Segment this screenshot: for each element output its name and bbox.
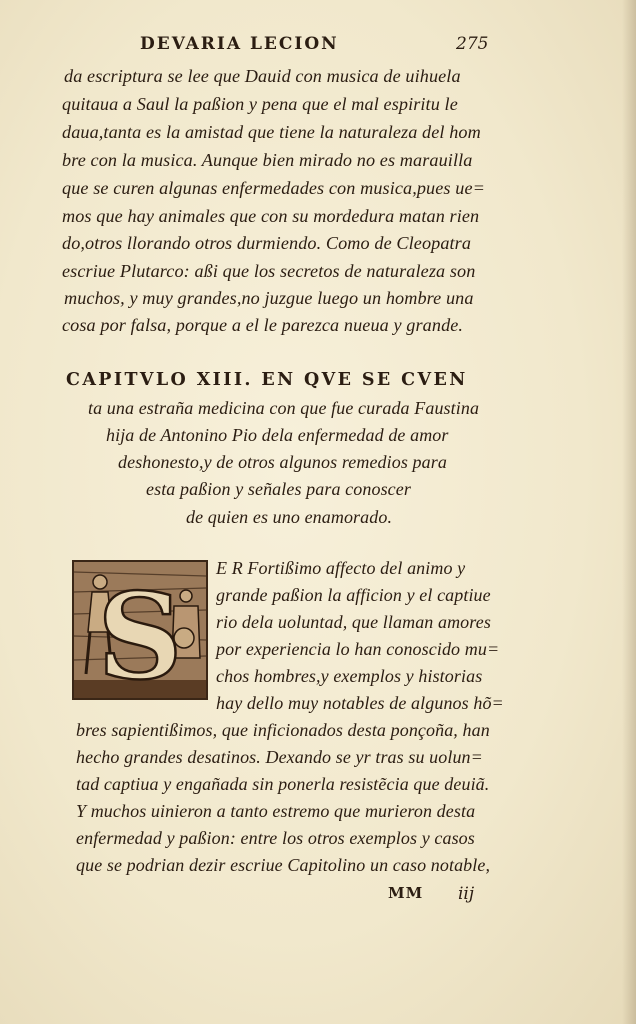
text-line: muchos, y muy grandes,no juzgue luego un hombre una [64, 288, 474, 308]
text-line: hecho grandes desatinos. Dexando se yr tras su uolun= [76, 747, 483, 767]
text-line: daua,tanta es la amistad que tiene la naturaleza del hom [62, 122, 481, 142]
page-number: 275 [456, 34, 489, 54]
text-line: hay dello muy notables de algunos hõ= [216, 693, 504, 713]
chapter-caption: CAPITVLO XIII. EN QVE SE CVEN [66, 370, 468, 390]
chapter-heading-line: de quien es uno enamorado. [186, 507, 393, 527]
text-line: rio dela uoluntad, que llaman amores [216, 612, 491, 632]
text-line: da escriptura se lee que Dauid con musica de uihuela [64, 66, 461, 86]
text-line: que se curen algunas enfermedades con musica,pues ue= [62, 178, 485, 198]
text-line: cosa por falsa, porque a el le parezca nueua y grande. [62, 315, 464, 335]
running-title: DEVARIA LECION [140, 34, 339, 54]
initial-letter: S [97, 567, 183, 698]
text-line: do,otros llorando otros durmiendo. Como de Cleopatra [62, 233, 472, 253]
text-line: Y muchos uinieron a tanto estremo que murieron desta [76, 801, 476, 821]
page-header [140, 34, 500, 60]
woodcut-illustration [74, 562, 206, 698]
text-line: mos que hay animales que con su mordedura matan rien [62, 206, 480, 226]
chapter-heading-line: hija de Antonino Pio dela enfermedad de amor [106, 425, 449, 445]
text-line: escriue Plutarco: aßi que los secretos de naturaleza son [62, 261, 476, 281]
text-line: grande paßion la afficion y el captiue [216, 585, 491, 605]
text-line: bre con la musica. Aunque bien mirado no es marauilla [62, 150, 473, 170]
text-line: bres sapientißimos, que inficionados desta ponçoña, han [76, 720, 490, 740]
text-line: que se podrian dezir escriue Capitolino un caso notable, [76, 855, 491, 875]
text-line: quitaua a Saul la paßion y pena que el mal espiritu le [62, 94, 458, 114]
decorated-initial [72, 560, 208, 700]
signature-mark: MM [388, 884, 424, 902]
sheet-number: iij [458, 884, 475, 904]
text-line: chos hombres,y exemplos y historias [216, 666, 483, 686]
page-edge-shadow [622, 0, 636, 1024]
text-line: E R Fortißimo affecto del animo y [216, 558, 466, 578]
chapter-heading-line: deshonesto,y de otros algunos remedios para [118, 452, 447, 472]
chapter-heading-line: esta paßion y señales para conoscer [146, 479, 411, 499]
text-line: tad captiua y engañada sin ponerla resistẽcia que deuiã. [76, 774, 490, 794]
text-line: enfermedad y paßion: entre los otros exemplos y casos [76, 828, 475, 848]
text-line: por experiencia lo han conoscido mu= [216, 639, 500, 659]
chapter-heading-line: ta una estraña medicina con que fue curada Faustina [88, 398, 480, 418]
